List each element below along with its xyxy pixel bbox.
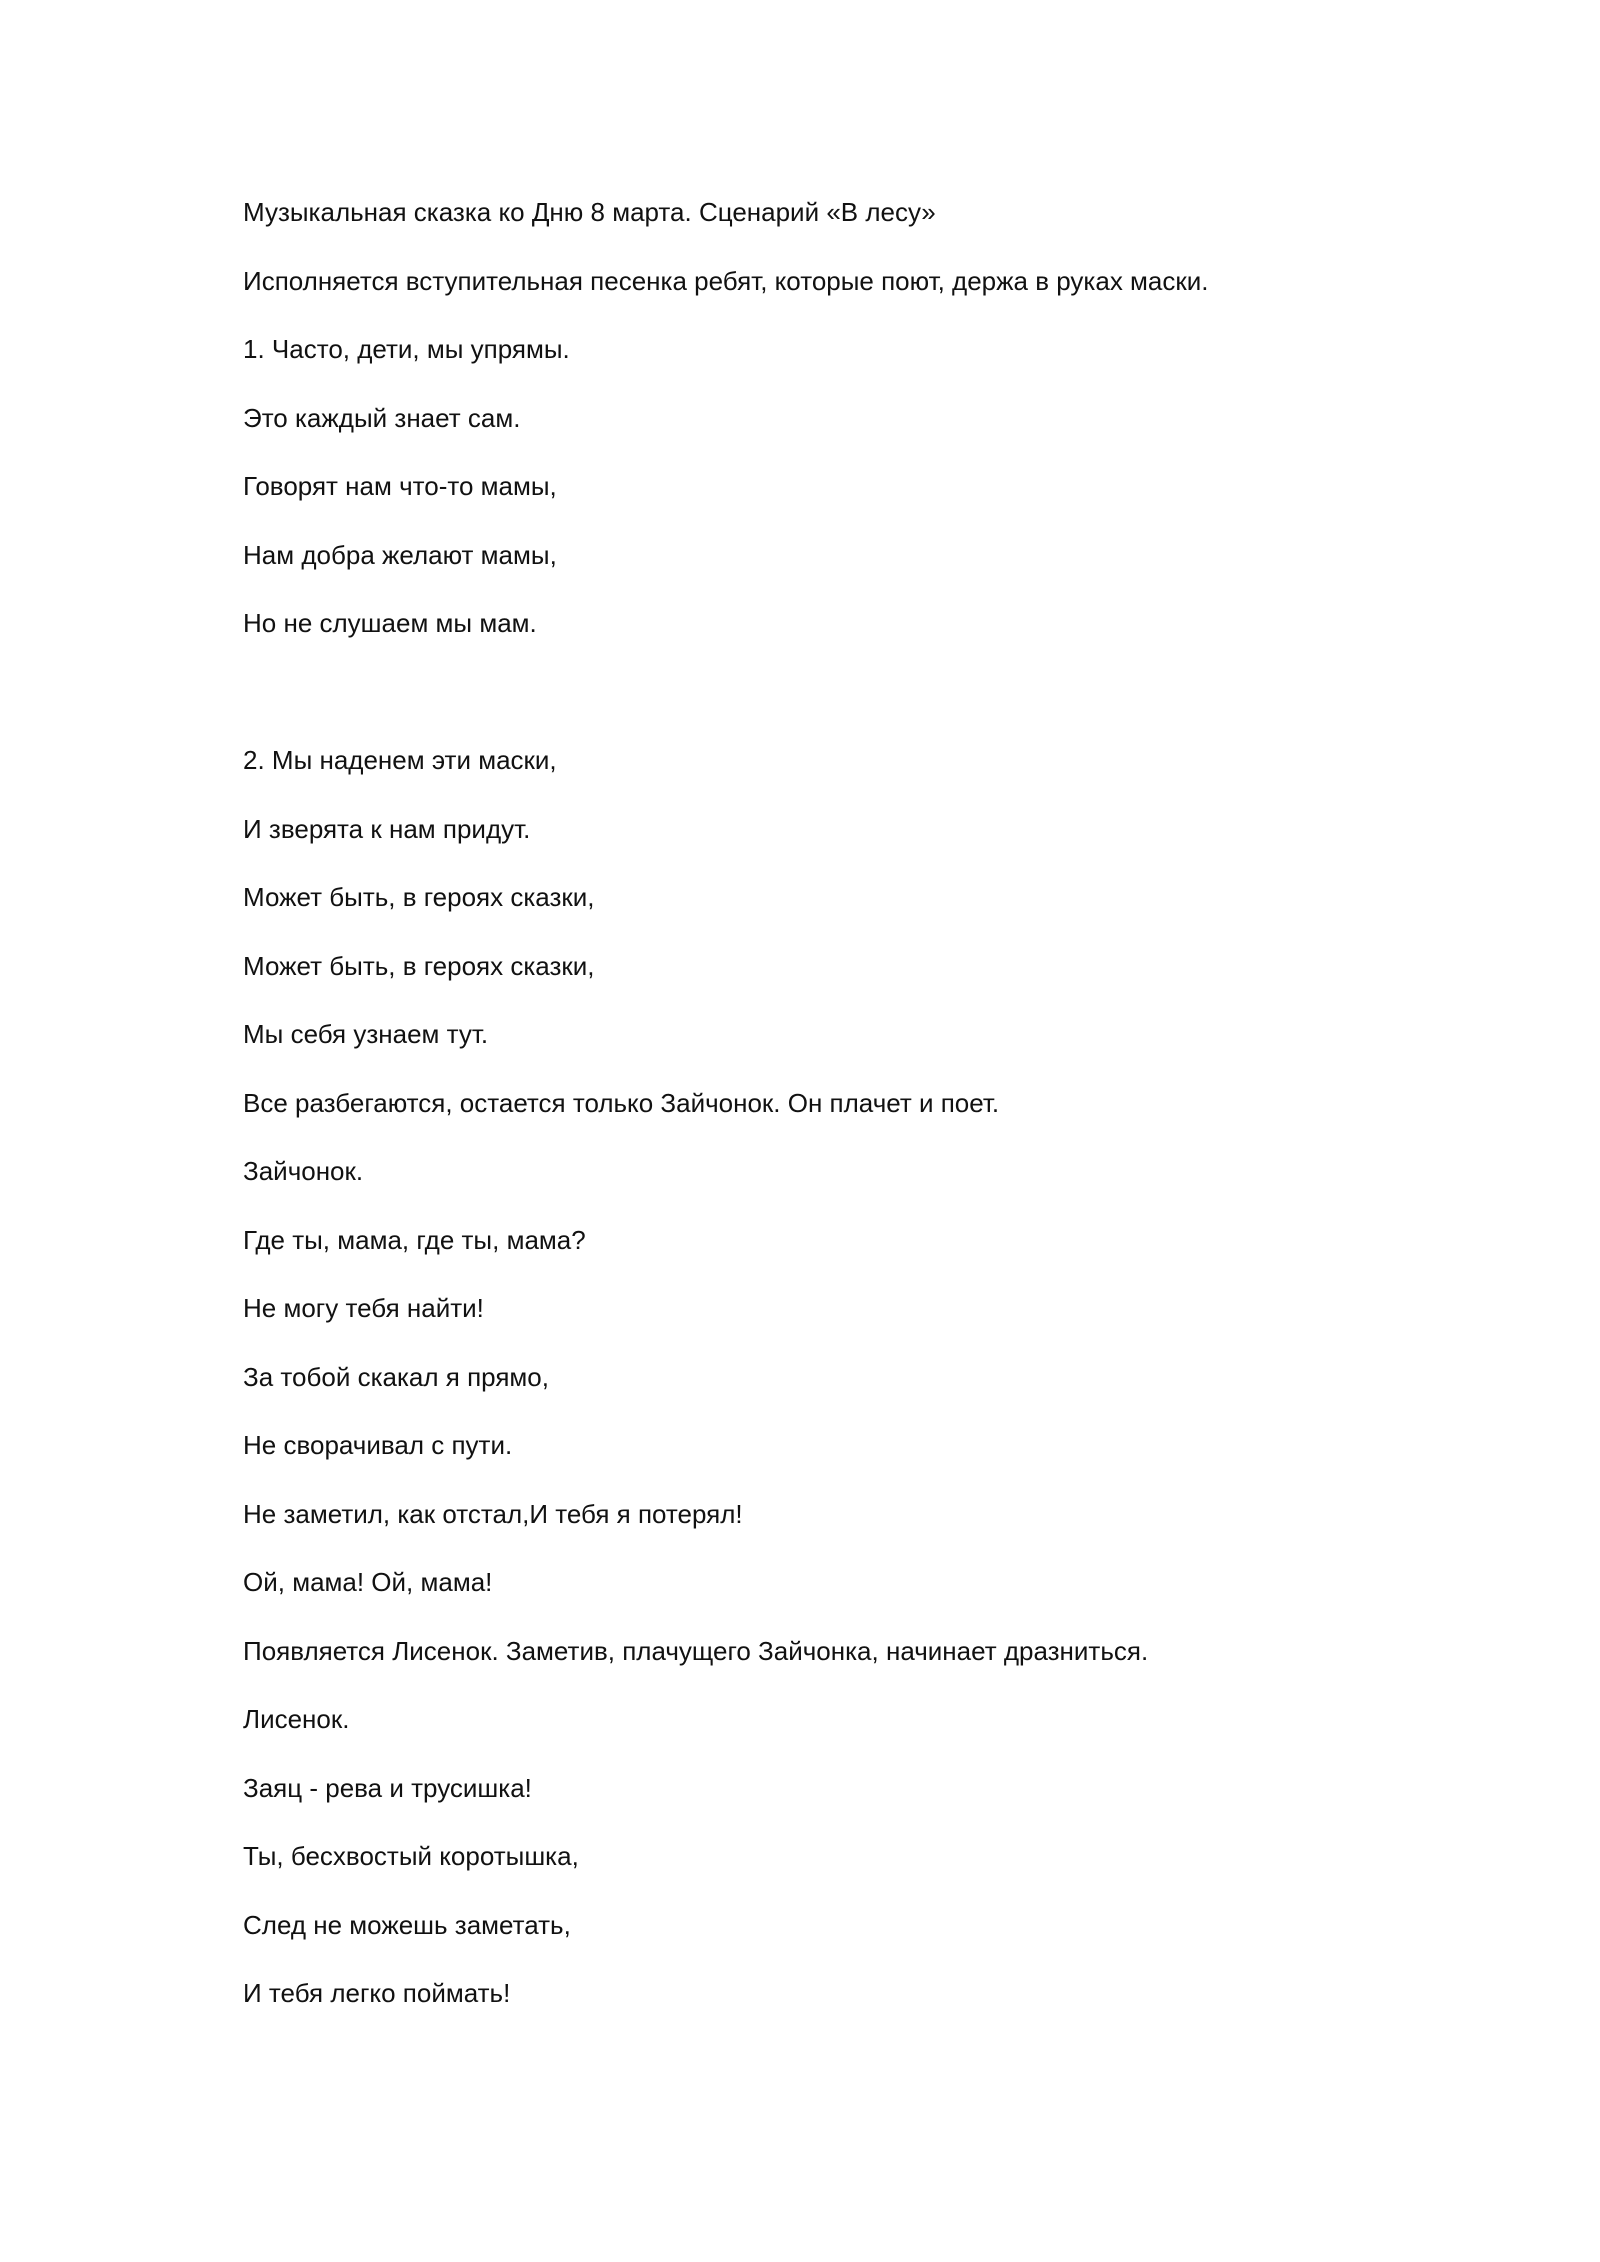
verse2-line: Может быть, в героях сказки, [243, 950, 595, 981]
verse2-line: 2. Мы наденем эти маски, [243, 745, 557, 775]
fox-song-line: Ты, бесхвостый коротышка, [243, 1841, 579, 1871]
document-body [243, 196, 1403, 2046]
verse1-line: Нам добра желают мамы, [243, 539, 557, 570]
verse1-line: Но не слушаем мы мам. [243, 608, 537, 638]
verse2-line: Может быть, в героях сказки, [243, 882, 595, 912]
hare-song-line: Не заметил, как отстал,И тебя я потерял! [243, 1498, 743, 1529]
verse1-line: Говорят нам что-то мамы, [243, 471, 557, 501]
verse1-line: Это каждый знает сам. [243, 402, 521, 433]
stage-direction: Появляется Лисенок. Заметив, плачущего Зайчонка, начинает дразниться. [243, 1635, 1149, 1666]
hare-song-line: За тобой скакал я прямо, [243, 1361, 549, 1392]
intro-paragraph: Исполняется вступительная песенка ребят, которые поют, держа в руках маски. [243, 265, 1209, 296]
hare-song-line: Не сворачивал с пути. [243, 1430, 513, 1460]
hare-song-line: Где ты, мама, где ты, мама? [243, 1224, 586, 1255]
verse1-line: 1. Часто, дети, мы упрямы. [243, 334, 570, 364]
hare-song-line: Не могу тебя найти! [243, 1293, 484, 1323]
verse2-line: Мы себя узнаем тут. [243, 1019, 489, 1049]
fox-song-line: И тебя легко поймать! [243, 1978, 511, 2008]
speaker-name: Лисенок. [243, 1704, 350, 1734]
hare-song-line: Ой, мама! Ой, мама! [243, 1567, 493, 1597]
stage-direction: Все разбегаются, остается только Зайчонок. Он плачет и поет. [243, 1087, 1000, 1118]
fox-song-line: След не можешь заметать, [243, 1909, 571, 1940]
verse2-line: И зверята к нам придут. [243, 813, 531, 844]
fox-song-line: Заяц - рева и трусишка! [243, 1772, 532, 1803]
document-title: Музыкальная сказка ко Дню 8 марта. Сценарий «В лесу» [243, 197, 936, 227]
paragraph-spacer [243, 676, 1403, 745]
speaker-name: Зайчонок. [243, 1156, 364, 1186]
